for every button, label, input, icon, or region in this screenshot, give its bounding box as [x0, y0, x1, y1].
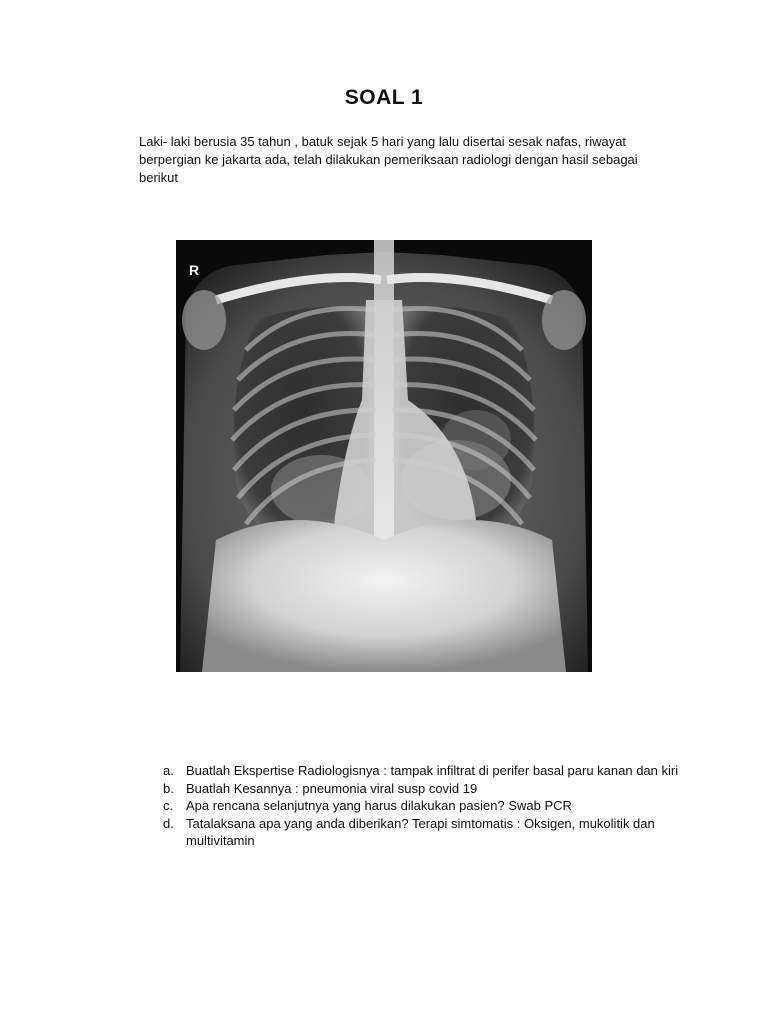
chest-xray-image [176, 240, 592, 672]
list-marker: a. [163, 763, 174, 778]
question-text: Buatlah Ekspertise Radiologisnya : tampak infiltrat di perifer basal paru kanan dan kiri [186, 763, 679, 778]
list-item [163, 762, 683, 780]
list-item [163, 780, 683, 798]
list-marker: d. [163, 815, 174, 831]
question-list [163, 762, 683, 850]
question-text: Apa rencana selanjutnya yang harus dilakukan pasien? Swab PCR [186, 798, 572, 813]
question-text: Tatalaksana apa yang anda diberikan? Terapi simtomatis : Oksigen, mukolitik dan multivitamin [186, 815, 655, 848]
page-title: SOAL 1 [344, 86, 424, 109]
list-item [163, 797, 683, 815]
question-text: Buatlah Kesannya : pneumonia viral susp covid 19 [186, 780, 478, 796]
case-description: Laki- laki berusia 35 tahun , batuk sejak 5 hari yang lalu disertai sesak nafas, riwayat berpergian ke jakarta ada, telah dilakukan pemeriksaan radiologi dengan hasil sebagai berikut [139, 134, 638, 185]
list-item [163, 815, 683, 850]
list-marker: b. [163, 780, 174, 796]
image-side-marker: R [189, 262, 200, 278]
list-marker: c. [163, 798, 174, 813]
